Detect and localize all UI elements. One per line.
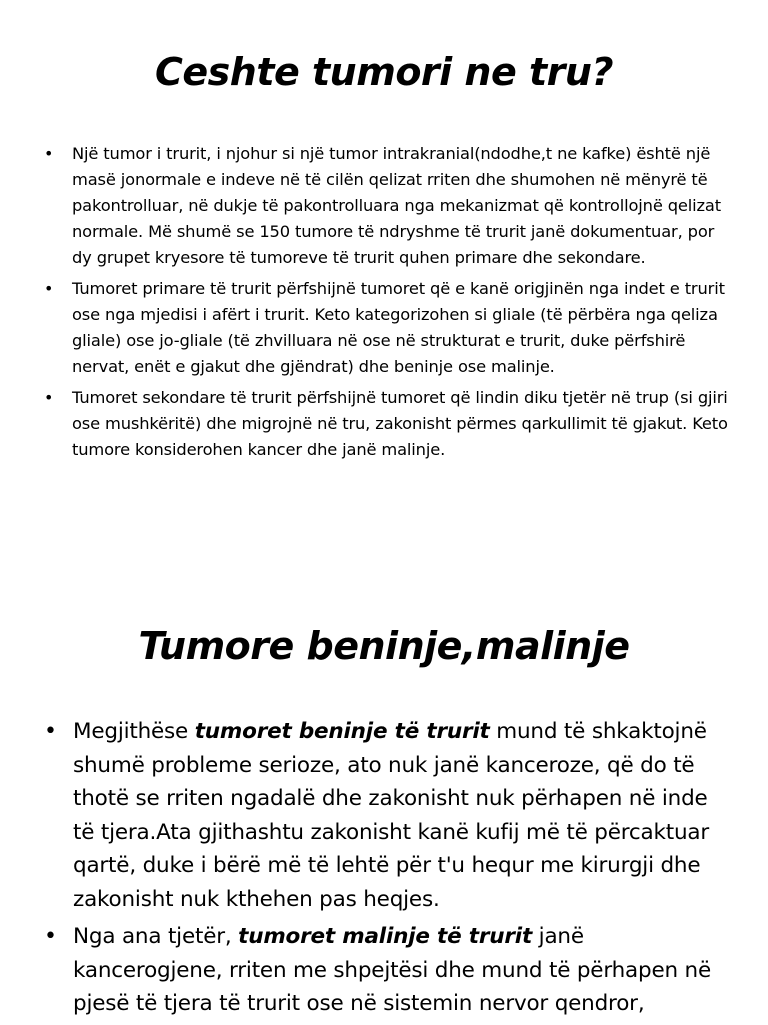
bullet-text-lead: Megjithëse (73, 719, 195, 744)
bullet-dot-icon: • (44, 924, 57, 949)
slide-2-bullet-list (44, 715, 733, 1025)
bullet-dot-icon: • (44, 144, 54, 163)
bullet-emphasis: tumoret beninje të trurit (194, 719, 490, 744)
list-item (44, 141, 734, 271)
bullet-text: Një tumor i trurit, i njohur si një tumor intrakranial(ndodhe,t ne kafke) është një masë jonormale e indeve në të cilën qelizat rriten dhe shumohen në mënyrë të pakontrolluar, në dukje të pakontrolluara nga mekanizmat që kontrollojnë qelizat normale. Më shumë se 150 tumore të ndryshme të trurit janë dokumentuar, por dy grupet kryesore të tumoreve të trurit quhen primare dhe sekondare. (72, 144, 721, 267)
bullet-text: Tumoret primare të trurit përfshijnë tumoret që e kanë origjinën nga indet e trurit ose nga mjedisi i afërt i trurit. Keto kategorizohen si gliale (të përbëra nga qeliza gliale) ose jo-gliale (të zhvilluara në ose në strukturat e trurit, duke përfshirë nervat, enët e gjakut dhe gjëndrat) dhe beninje ose malinje. (72, 279, 725, 376)
slide-2 (0, 580, 768, 1024)
slide-1-bullet-list (44, 141, 734, 468)
list-item (44, 715, 733, 916)
bullet-dot-icon: • (44, 719, 57, 744)
bullet-emphasis: tumoret malinje të trurit (238, 924, 533, 949)
list-item (44, 385, 734, 463)
bullet-text-lead: Nga ana tjetër, (73, 924, 239, 949)
bullet-dot-icon: • (44, 279, 54, 298)
slide-1-title: Ceshte tumori ne tru? (155, 50, 613, 94)
bullet-dot-icon: • (44, 388, 54, 407)
bullet-text-rest: janë kancerogjene, rriten me shpejtësi dhe mund të përhapen në pjesë të tjera të trurit ose në sistemin nervor qendror, (73, 924, 711, 1016)
list-item (44, 276, 734, 380)
slide-2-title: Tumore beninje,malinje (138, 624, 630, 668)
bullet-text: Tumoret sekondare të trurit përfshijnë tumoret që lindin diku tjetër në trup (si gjiri ose mushkëritë) dhe migrojnë në tru, zakonisht përmes qarkullimit të gjakut. Keto tumore konsiderohen kancer dhe janë malinje. (72, 388, 728, 459)
bullet-text-rest: mund të shkaktojnë shumë probleme serioze, ato nuk janë kanceroze, që do të thotë se rriten ngadalë dhe zakonisht nuk përhapen në inde të tjera.Ata gjithashtu zakonisht kanë kufij më të përcaktuar qartë, duke i bërë më të lehtë për t'u hequr me kirurgji dhe zakonisht nuk kthehen pas heqjes. (73, 719, 710, 912)
list-item (44, 920, 733, 1021)
